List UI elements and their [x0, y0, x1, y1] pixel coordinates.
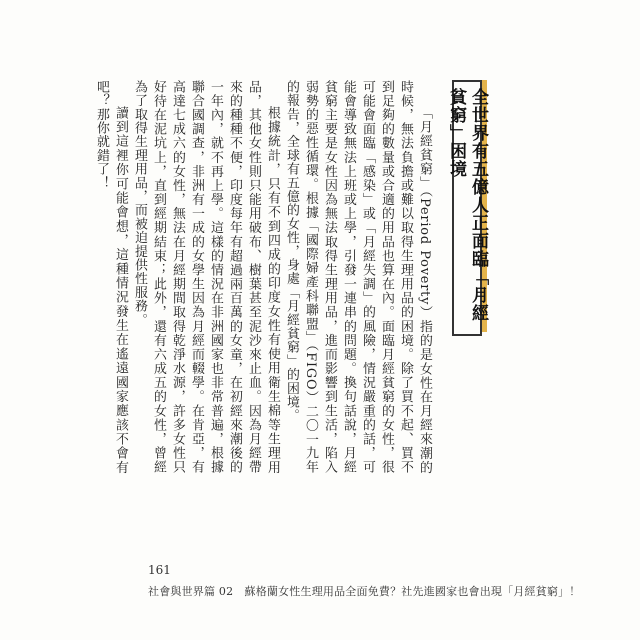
- body-text: [94, 80, 434, 474]
- section-heading-box: [446, 80, 488, 336]
- page-number: 161: [148, 563, 171, 577]
- paragraph-2: 根據統計，只有不到四成的印度女性有使用衛生棉等生理用品，其他女性則只能用破布、樹葉甚至泥沙來止血。因為月經帶來的種種不便，印度每年有超過兩百萬的女童，在初經來潮後的一年內，就不再上學。這樣的情況在非洲國家也非常普遍，根據聯合國調查，非洲有一成的女學生因為月經而輟學。在肯亞，有高達七成六的女性，無法在月經期間取得乾淨水源，許多女性只好待在泥坑上，直到經期結束；此外，還有六成五的女性，曾經為了取得生理用品，而被迫提供性服務。: [132, 80, 280, 474]
- section-heading: 全世界有五億人正面臨「月經貧窮」困境: [446, 88, 488, 322]
- paragraph-1: 「月經貧窮」（Period Poverty）指的是女性在月經來潮的時候，無法負擔或難以取得生理用品的困境。除了買不起、買不到足夠的數量或合適的用品也算在內。面臨月經貧窮的女性，很可能會面臨「感染」或「月經失調」的風險，情況嚴重的話，可能會導致無法上班或上學，引發一連串的問題。換句話說，月經貧窮主要是女性因為無法取得生理用品，進而影響到生活，陷入弱勢的惡性循環。根據「國際婦產科聯盟」（FIGO）二〇一九年的報告，全球有五億的女性，身處「月經貧窮」的困境。: [284, 80, 432, 474]
- paragraph-3: 讀到這裡你可能會想，這種情況發生在遙遠國家應該不會有吧？那你就錯了！: [94, 80, 128, 474]
- running-footer: 社會與世界篇 02 蘇格蘭女性生理用品全面免費？社先進國家也會出現「月經貧窮」！: [148, 585, 581, 598]
